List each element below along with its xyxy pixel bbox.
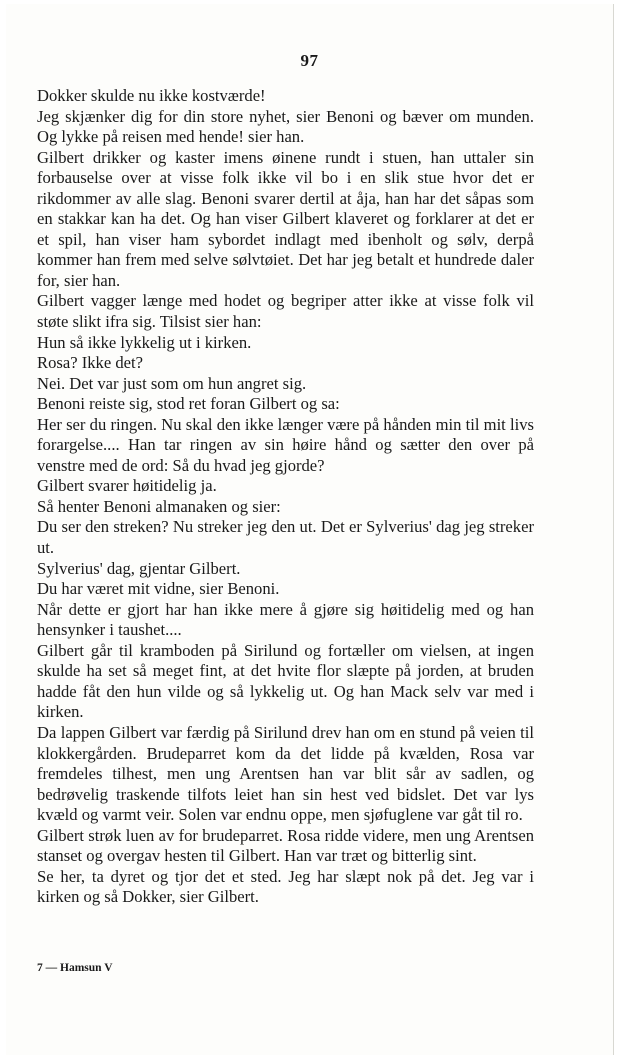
paragraph: Dokker skulde nu ikke kostværde! bbox=[37, 86, 266, 105]
paragraph: Se her, ta dyret og tjor det et sted. Jeg har slæpt nok på det. Jeg var i kirken og så Dokker, sier Gilbert. bbox=[37, 866, 534, 907]
paragraph: Her ser du ringen. Nu skal den ikke længer være på hånden min til mit livs forargelse.... Han tar ringen av sin høire hånd og sætter den over på venstre med de ord: Så du hvad jeg gjorde? bbox=[37, 414, 534, 475]
body-text bbox=[37, 86, 534, 908]
paragraph: Benoni reiste sig, stod ret foran Gilbert og sa: bbox=[37, 394, 340, 414]
paragraph: Når dette er gjort har han ikke mere å gjøre sig høitidelig med og han hensynker i taushet.... bbox=[37, 599, 534, 640]
paragraph: Så henter Benoni almanaken og sier: bbox=[37, 496, 281, 516]
paragraph: Hun så ikke lykkelig ut i kirken. bbox=[37, 332, 252, 352]
paragraph: Gilbert drikker og kaster imens øinene rundt i stuen, han uttaler sin forbauselse over at visse folk ikke vil bo i en slik stue hvor det er rikdommer av alle slag. Benoni svarer dertil at åja, han har det såpas som en stakkar kan ha det. Og han viser Gilbert klaveret og forklarer at det er et spil, han viser ham sybordet indlagt med ibenholt og sølv, derpå kommer han frem med selve sølvtøiet. Det har jeg betalt et hundrede daler for, sier han. bbox=[37, 147, 534, 290]
paragraph: Rosa? Ikke det? bbox=[37, 353, 143, 373]
paragraph: Da lappen Gilbert var færdig på Sirilund drev han om en stund på veien til klokkergården. Brudeparret kom da det lidde på kvælden, Rosa var fremdeles tilhest, men ung Arentsen han var blit sår av sadlen, og bedrøvelig traskende tilfots leiet han sin hest ved bidslet. Det var lys kvæld og varmt veir. Solen var endnu oppe, men sjøfuglene var gåt til ro. bbox=[37, 722, 534, 825]
paragraph: Jeg skjænker dig for din store nyhet, sier Benoni og bæver om munden. Og lykke på reisen med hende! sier han. bbox=[37, 106, 534, 147]
paragraph: Gilbert strøk luen av for brudeparret. Rosa ridde videre, men ung Arentsen stanset og overgav hesten til Gilbert. Han var træt og bitterlig sint. bbox=[37, 825, 534, 866]
page-number: 97 bbox=[300, 51, 319, 70]
paragraph: Du har været mit vidne, sier Benoni. bbox=[37, 579, 280, 599]
book-page bbox=[6, 4, 614, 1055]
paragraph: Gilbert svarer høitidelig ja. bbox=[37, 476, 217, 496]
paragraph: Du ser den streken? Nu streker jeg den ut. Det er Sylverius' dag jeg streker ut. bbox=[37, 517, 534, 558]
paragraph: Gilbert går til kramboden på Sirilund og fortæller om vielsen, at ingen skulde ha set så meget fint, at det hvite flor slæpte på jorden, at bruden hadde fåt den hun vilde og så lykkelig ut. Og han Mack selv var med i kirken. bbox=[37, 640, 534, 722]
paragraph: Gilbert vagger længe med hodet og begriper atter ikke at visse folk vil støte slikt ifra sig. Tilsist sier han: bbox=[37, 291, 534, 332]
paragraph: Sylverius' dag, gjentar Gilbert. bbox=[37, 558, 241, 578]
signature-footer: 7 — Hamsun V bbox=[37, 962, 113, 974]
paragraph: Nei. Det var just som om hun angret sig. bbox=[37, 373, 307, 393]
